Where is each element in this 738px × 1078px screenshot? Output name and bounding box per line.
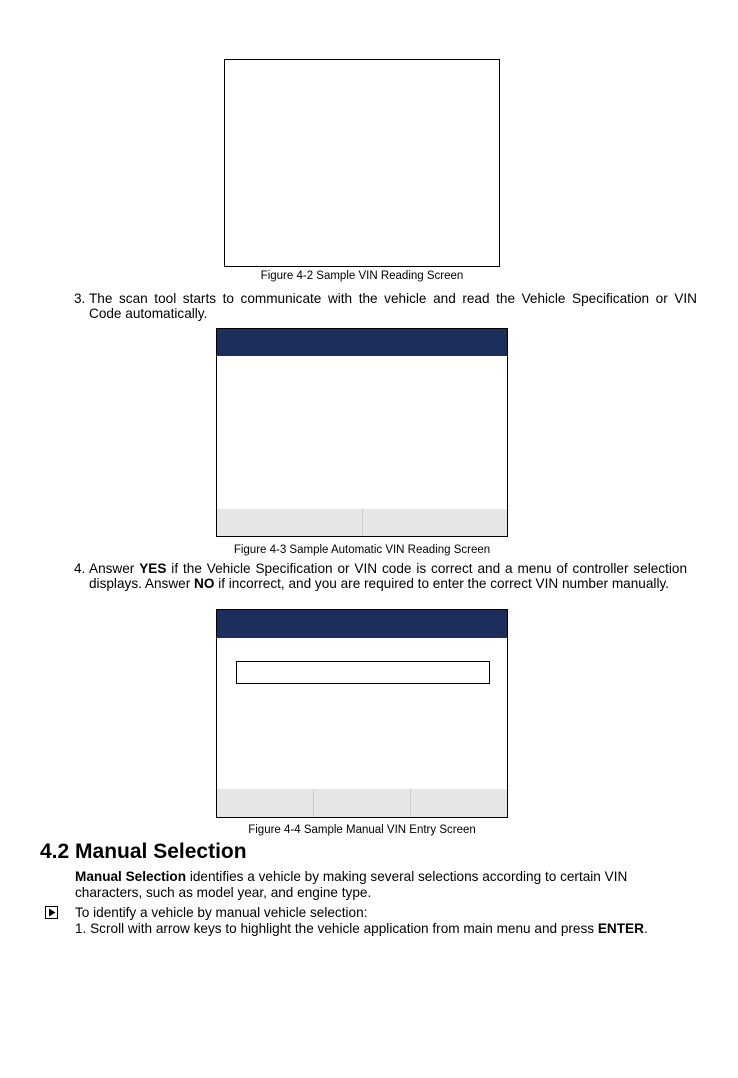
screen-button-bar	[217, 509, 507, 536]
step-4-text: if the Vehicle Specification or VIN code is correct and a menu of controller selection	[166, 561, 688, 576]
yes-keyword: YES	[139, 561, 167, 576]
figure-4-3-screen	[216, 328, 508, 537]
figure-4-2-screen	[224, 59, 500, 267]
screen-button-bar	[217, 789, 507, 817]
figure-4-4-screen	[216, 609, 508, 818]
softkey-button-middle[interactable]	[314, 789, 411, 817]
softkey-button-left[interactable]	[217, 509, 363, 536]
step-4-line-2	[89, 576, 669, 593]
step-3-number: 3.	[74, 291, 86, 306]
softkey-button-right[interactable]	[363, 509, 508, 536]
procedure-arrow-icon	[45, 906, 58, 919]
enter-key-label: ENTER	[597, 921, 644, 936]
manual-selection-term: Manual Selection	[75, 869, 187, 884]
step-3-line-2: Code automatically.	[89, 306, 208, 321]
softkey-button-left[interactable]	[217, 789, 314, 817]
no-keyword: NO	[194, 576, 215, 591]
section-heading: 4.2 Manual Selection	[40, 840, 247, 863]
step-4-number: 4.	[74, 561, 86, 576]
figure-4-4-caption: Figure 4-4 Sample Manual VIN Entry Screen	[248, 824, 476, 836]
step-4-text: Answer	[89, 561, 140, 576]
screen-title-bar	[217, 610, 507, 638]
intro-text: identifies a vehicle by making several selections according to certain VIN	[186, 869, 628, 884]
section-intro-line-1	[75, 869, 627, 886]
procedure-intro: To identify a vehicle by manual vehicle selection:	[75, 905, 368, 920]
step-3-line-1: The scan tool starts to communicate with the vehicle and read the Vehicle Specification or VIN	[89, 291, 697, 306]
step-4-text: if incorrect, and you are required to enter the correct VIN number manually.	[214, 576, 670, 591]
softkey-button-right[interactable]	[411, 789, 507, 817]
figure-4-2-caption: Figure 4-2 Sample VIN Reading Screen	[260, 270, 464, 282]
section-intro-line-2: characters, such as model year, and engine type.	[75, 885, 372, 900]
step-1-period: .	[643, 921, 648, 936]
vin-input-field[interactable]	[236, 661, 490, 684]
step-1-text	[75, 921, 648, 938]
step-1-instruction: 1. Scroll with arrow keys to highlight the vehicle application from main menu and press	[75, 921, 598, 936]
step-4-text: displays. Answer	[89, 576, 195, 591]
screen-title-bar	[217, 329, 507, 356]
figure-4-3-caption: Figure 4-3 Sample Automatic VIN Reading Screen	[233, 544, 491, 556]
